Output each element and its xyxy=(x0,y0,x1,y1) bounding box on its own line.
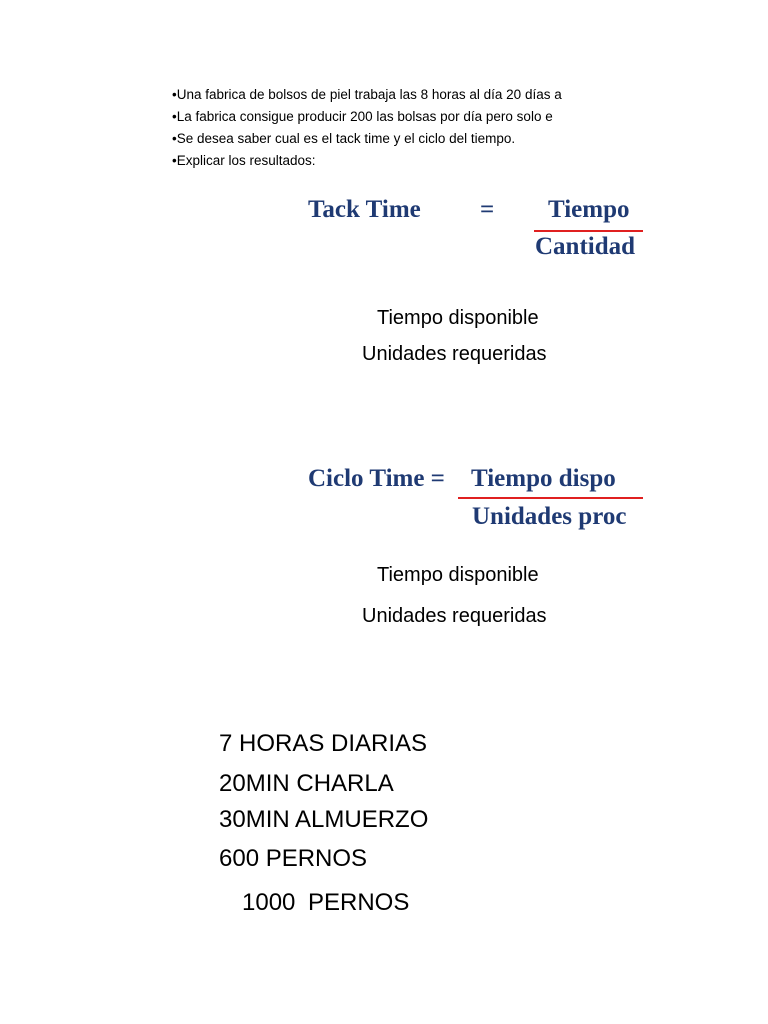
note-talk: 20MIN CHARLA xyxy=(219,770,394,797)
tack-time-denominator-text: Unidades requeridas xyxy=(362,343,547,365)
problem-statement xyxy=(172,84,562,172)
bullet-line-2: •La fabrica consigue producir 200 las bolsas por día pero solo e xyxy=(172,109,553,124)
bullet-line-3: •Se desea saber cual es el tack time y el ciclo del tiempo. xyxy=(172,131,516,146)
bullet-line-4: •Explicar los resultados: xyxy=(172,153,316,168)
note-lunch: 30MIN ALMUERZO xyxy=(219,806,429,833)
tack-time-numerator: Tiempo xyxy=(548,196,630,223)
tack-time-equals: = xyxy=(480,196,495,223)
note-1000-unit: PERNOS xyxy=(308,889,410,916)
tack-time-denominator: Cantidad xyxy=(535,233,636,260)
bullet-line-1: •Una fabrica de bolsos de piel trabaja las 8 horas al día 20 días a xyxy=(172,87,562,102)
ciclo-time-fraction-line xyxy=(458,497,643,499)
note-hours: 7 HORAS DIARIAS xyxy=(219,730,428,757)
ciclo-time-label: Ciclo Time = xyxy=(308,465,445,492)
ciclo-time-numerator: Tiempo dispo xyxy=(471,465,616,492)
ciclo-time-numerator-text: Tiempo disponible xyxy=(377,564,539,586)
ciclo-time-denominator-text: Unidades requeridas xyxy=(362,605,547,627)
note-600-bolts: 600 PERNOS xyxy=(219,845,368,872)
tack-time-fraction-line xyxy=(534,230,643,232)
tack-time-label: Tack Time xyxy=(308,196,421,223)
tack-time-numerator-text: Tiempo disponible xyxy=(377,307,539,329)
note-1000-number: 1000 xyxy=(242,889,296,916)
ciclo-time-denominator: Unidades proc xyxy=(472,503,627,530)
